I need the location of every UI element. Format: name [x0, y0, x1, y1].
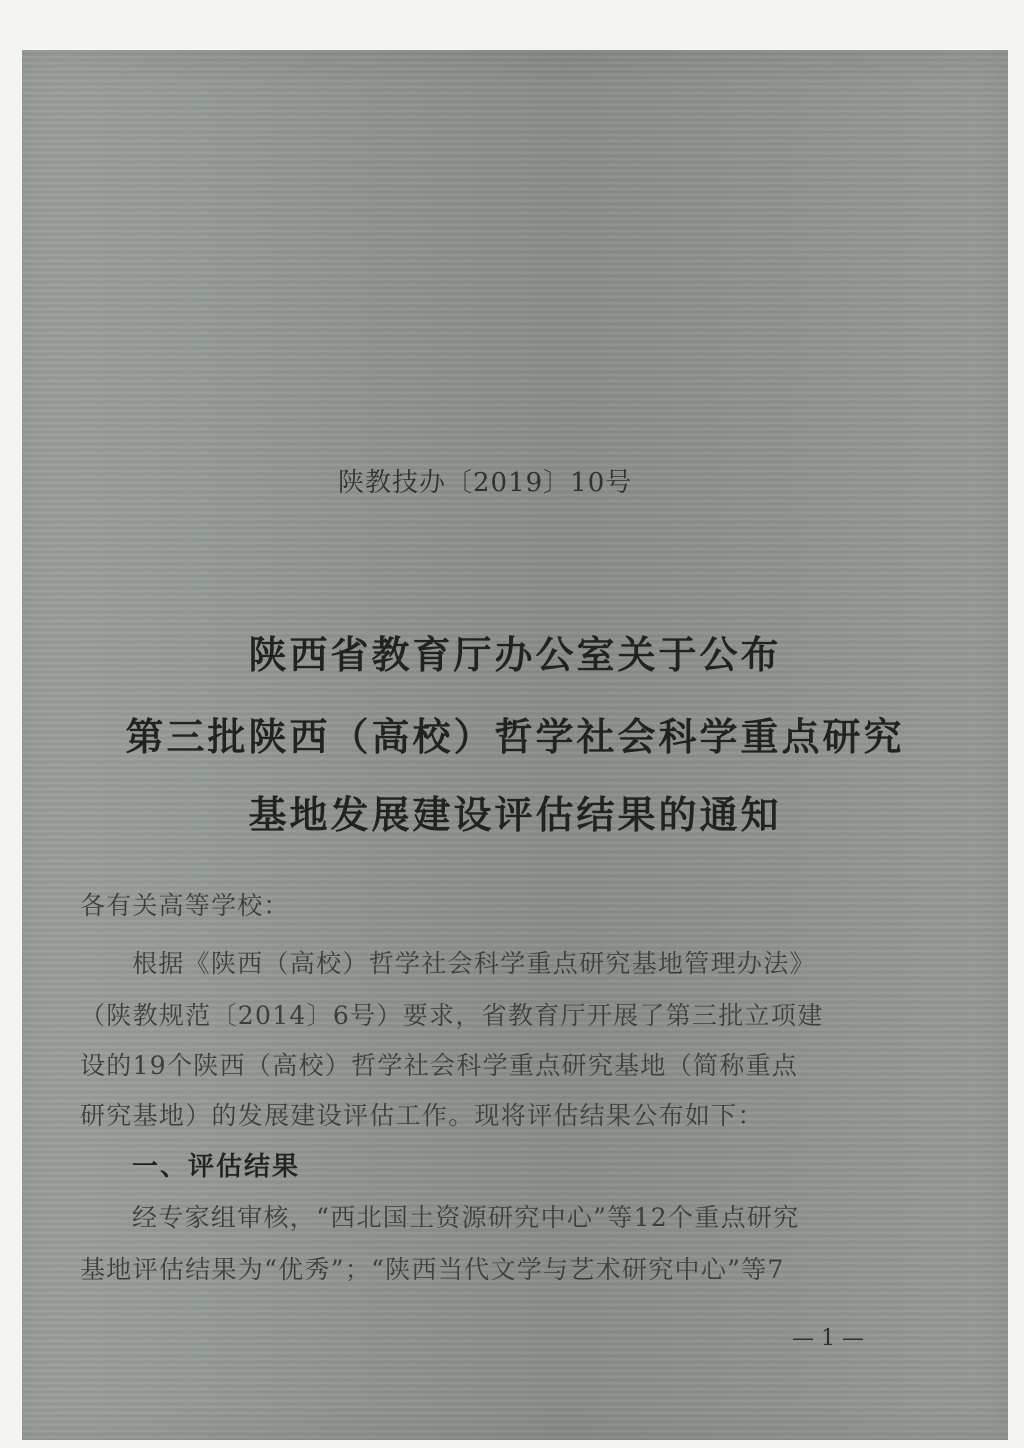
body-line: 设的19个陕西（高校）哲学社会科学重点研究基地（简称重点	[80, 1051, 799, 1080]
title-line-2: 第三批陕西（高校）哲学社会科学重点研究	[125, 715, 905, 759]
section-line: 经专家组审核，“西北国土资源研究中心”等12个重点研究	[132, 1203, 800, 1232]
section-line: 基地评估结果为“优秀”；“陕西当代文学与艺术研究中心”等7	[80, 1255, 785, 1284]
body-line: 研究基地）的发展建设评估工作。现将评估结果公布如下：	[80, 1101, 764, 1130]
title-line-3: 基地发展建设评估结果的通知	[248, 793, 782, 837]
scanned-page	[22, 50, 1008, 1440]
document-number: 陕教技办〔2019〕10号	[338, 468, 633, 498]
section-heading: 一、评估结果	[132, 1152, 301, 1182]
title-line-1: 陕西省教育厅办公室关于公布	[248, 633, 782, 677]
body-line: （陕教规范〔2014〕6号）要求，省教育厅开展了第三批立项建	[80, 1001, 824, 1030]
body-line: 根据《陕西（高校）哲学社会科学重点研究基地管理办法》	[132, 949, 816, 978]
salutation: 各有关高等学校：	[80, 891, 290, 920]
page-number: — 1 —	[792, 1326, 864, 1351]
